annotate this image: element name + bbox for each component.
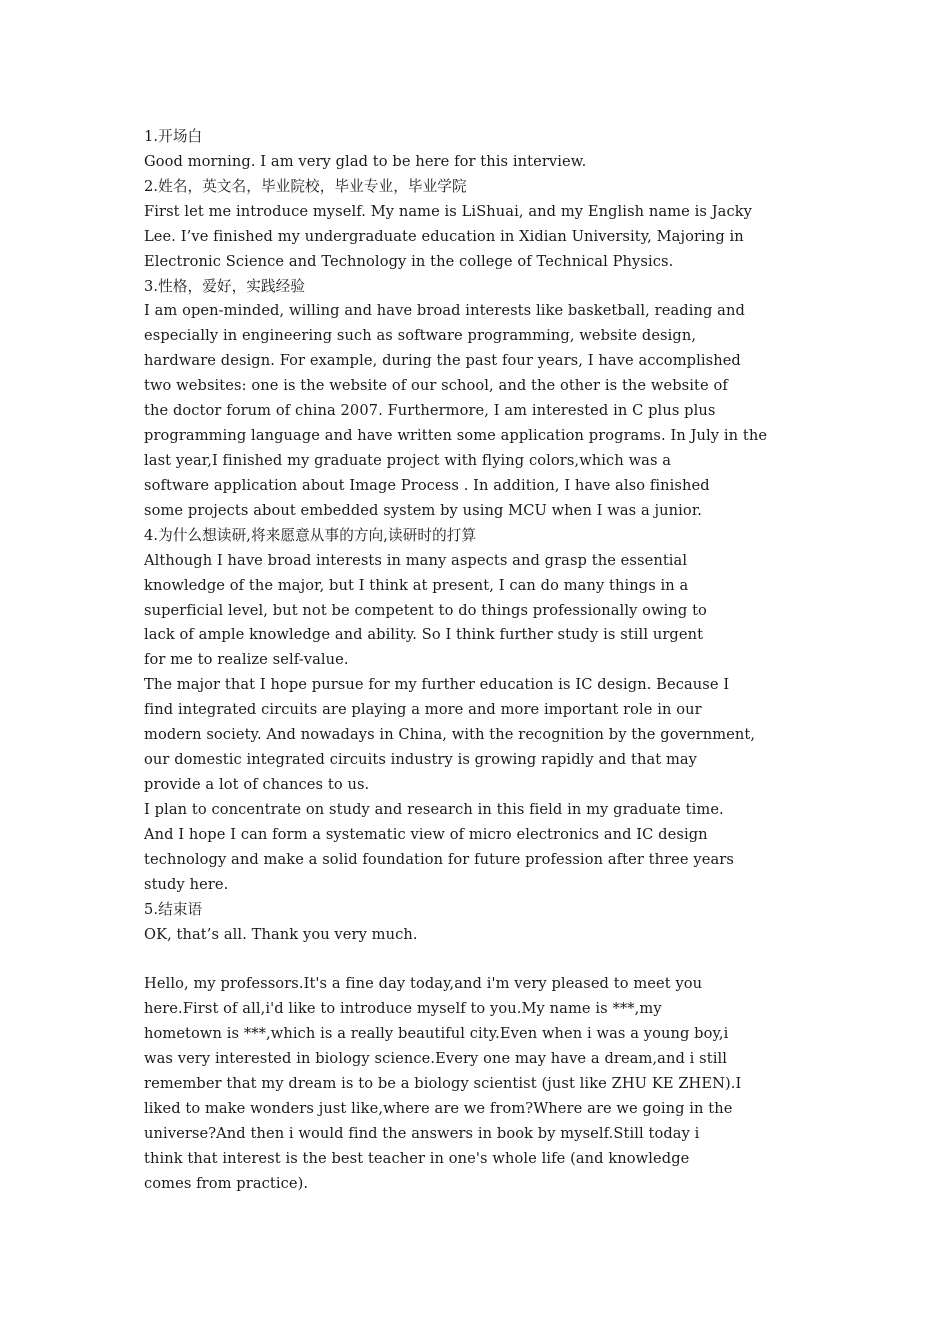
section-heading-closing: 5.结束语 (144, 900, 203, 918)
text-line: superficial level, but not be competent to do things professionally owing to (144, 601, 707, 619)
text-line: software application about Image Process . In addition, I have also finished (144, 476, 710, 494)
text-line: lack of ample knowledge and ability. So I think further study is still urgent (144, 626, 704, 644)
text-line: our domestic integrated circuits industry is growing rapidly and that may (144, 751, 698, 769)
text-line: The major that I hope pursue for my further education is IC design. Because I (144, 676, 730, 694)
text-line: knowledge of the major, but I think at present, I can do many things in a (144, 576, 689, 594)
text-line: First let me introduce myself. My name is LiShuai, and my English name is Jacky (144, 202, 753, 220)
text-line: comes from practice). (144, 1174, 309, 1192)
text-line: programming language and have written some application programs. In July in the (144, 427, 768, 445)
text-line: think that interest is the best teacher in one's whole life (and knowledge (144, 1149, 690, 1167)
text-line: here.First of all,i'd like to introduce myself to you.My name is ***,my (144, 1000, 662, 1018)
text-line: technology and make a solid foundation for future profession after three years (144, 850, 734, 868)
text-line: last year,I finished my graduate project with flying colors,which was a (144, 451, 672, 469)
text-line: Although I have broad interests in many aspects and grasp the essential (144, 551, 688, 569)
text-line: provide a lot of chances to us. (144, 775, 370, 793)
text-line: Good morning. I am very glad to be here for this interview. (144, 152, 587, 170)
text-line: remember that my dream is to be a biology scientist (just like ZHU KE ZHEN).I (144, 1075, 742, 1093)
text-line: study here. (144, 875, 229, 893)
text-line: Electronic Science and Technology in the college of Technical Physics. (144, 252, 674, 270)
text-line: hometown is ***,which is a really beautiful city.Even when i was a young boy,i (144, 1025, 729, 1043)
section-heading-motivation: 4.为什么想读研,将来愿意从事的方向,读研时的打算 (144, 526, 477, 544)
text-line: modern society. And nowadays in China, with the recognition by the government, (144, 726, 756, 744)
text-line: And I hope I can form a systematic view of micro electronics and IC design (144, 825, 708, 843)
text-line: Lee. I’ve finished my undergraduate education in Xidian University, Majoring in (144, 227, 744, 245)
document-body (144, 125, 808, 1197)
section-heading-personality: 3.性格，爱好，实践经验 (144, 277, 306, 295)
text-line: liked to make wonders just like,where are we from?Where are we going in the (144, 1099, 733, 1117)
section-heading-name: 2.姓名，英文名，毕业院校，毕业专业，毕业学院 (144, 177, 467, 195)
text-line: find integrated circuits are playing a more and more important role in our (144, 701, 702, 719)
text-line: especially in engineering such as software programming, website design, (144, 327, 697, 345)
section-heading-opening: 1.开场白 (144, 128, 203, 145)
text-line: I plan to concentrate on study and research in this field in my graduate time. (144, 800, 724, 818)
text-line: OK, that’s all. Thank you very much. (144, 925, 418, 943)
text-line: the doctor forum of china 2007. Furthermore, I am interested in C plus plus (144, 402, 716, 420)
blank-line (144, 947, 808, 972)
text-line: was very interested in biology science.Every one may have a dream,and i still (144, 1050, 728, 1068)
text-line: some projects about embedded system by using MCU when I was a junior. (144, 501, 703, 519)
text-line: universe?And then i would find the answers in book by myself.Still today i (144, 1124, 700, 1142)
text-line: two websites: one is the website of our school, and the other is the website of (144, 377, 728, 395)
text-line: hardware design. For example, during the past four years, I have accomplished (144, 352, 741, 370)
text-line: I am open-minded, willing and have broad interests like basketball, reading and (144, 302, 745, 320)
text-line: Hello, my professors.It's a fine day today,and i'm very pleased to meet you (144, 975, 703, 993)
text-line: for me to realize self-value. (144, 651, 349, 669)
